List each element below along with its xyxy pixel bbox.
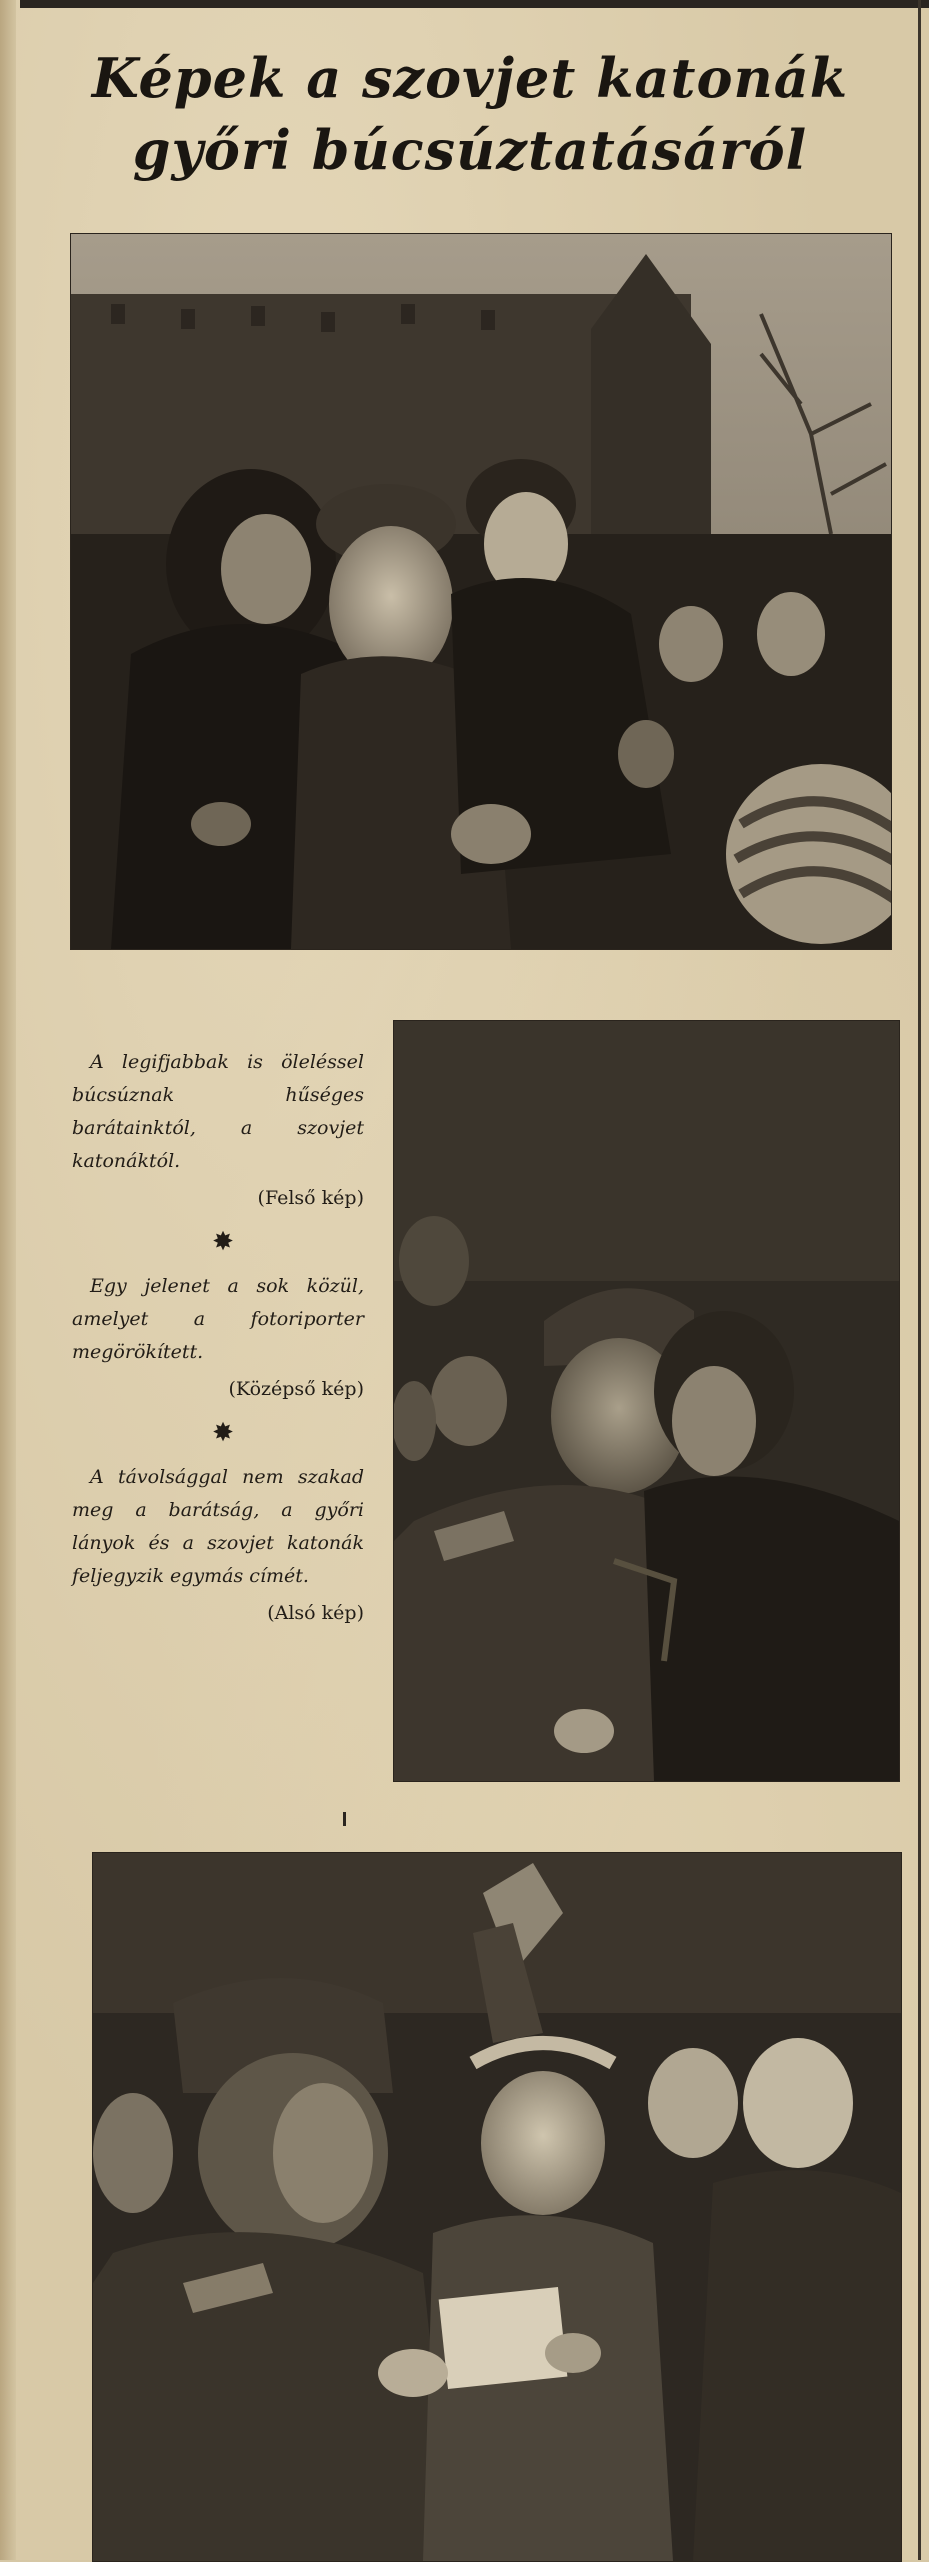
- photo-top-image: [71, 234, 891, 949]
- caption-top-source: (Felső kép): [257, 1187, 364, 1209]
- caption-top-text: A legifjabbak is öleléssel búcsúznak hűséges barátainktól, a szovjet katonáktól.: [72, 1051, 364, 1172]
- photo-middle-soldier-and-woman: [393, 1020, 900, 1782]
- headline: [40, 42, 900, 186]
- photo-middle-image: [394, 1021, 899, 1781]
- headline-line-2: győri búcsúztatásáról: [132, 118, 808, 182]
- caption-bottom-text: A távolsággal nem szakad meg a barátság, a győri lányok és a szovjet katonák feljegyzik egymás címét.: [72, 1466, 364, 1587]
- photo-bottom-exchanging-addresses: [92, 1852, 902, 2562]
- photo-bottom-image: [93, 1853, 901, 2561]
- column-rule: [918, 0, 921, 2560]
- top-rule: [20, 0, 929, 8]
- caption-bottom-source: (Alsó kép): [267, 1602, 364, 1624]
- captions-column: [72, 1046, 364, 1631]
- photo-top-soldier-with-child: [70, 233, 892, 950]
- caption-middle-source: (Középső kép): [228, 1378, 364, 1400]
- separator-star-icon: ✸: [212, 1418, 234, 1448]
- headline-line-1: Képek a szovjet katonák: [91, 46, 849, 110]
- separator-star-icon: ✸: [212, 1227, 234, 1257]
- page-fold-edge: [0, 0, 16, 2560]
- column-mark: [343, 1812, 346, 1826]
- caption-middle-text: Egy jelenet a sok közül, amelyet a fotoriporter megörökített.: [72, 1275, 364, 1363]
